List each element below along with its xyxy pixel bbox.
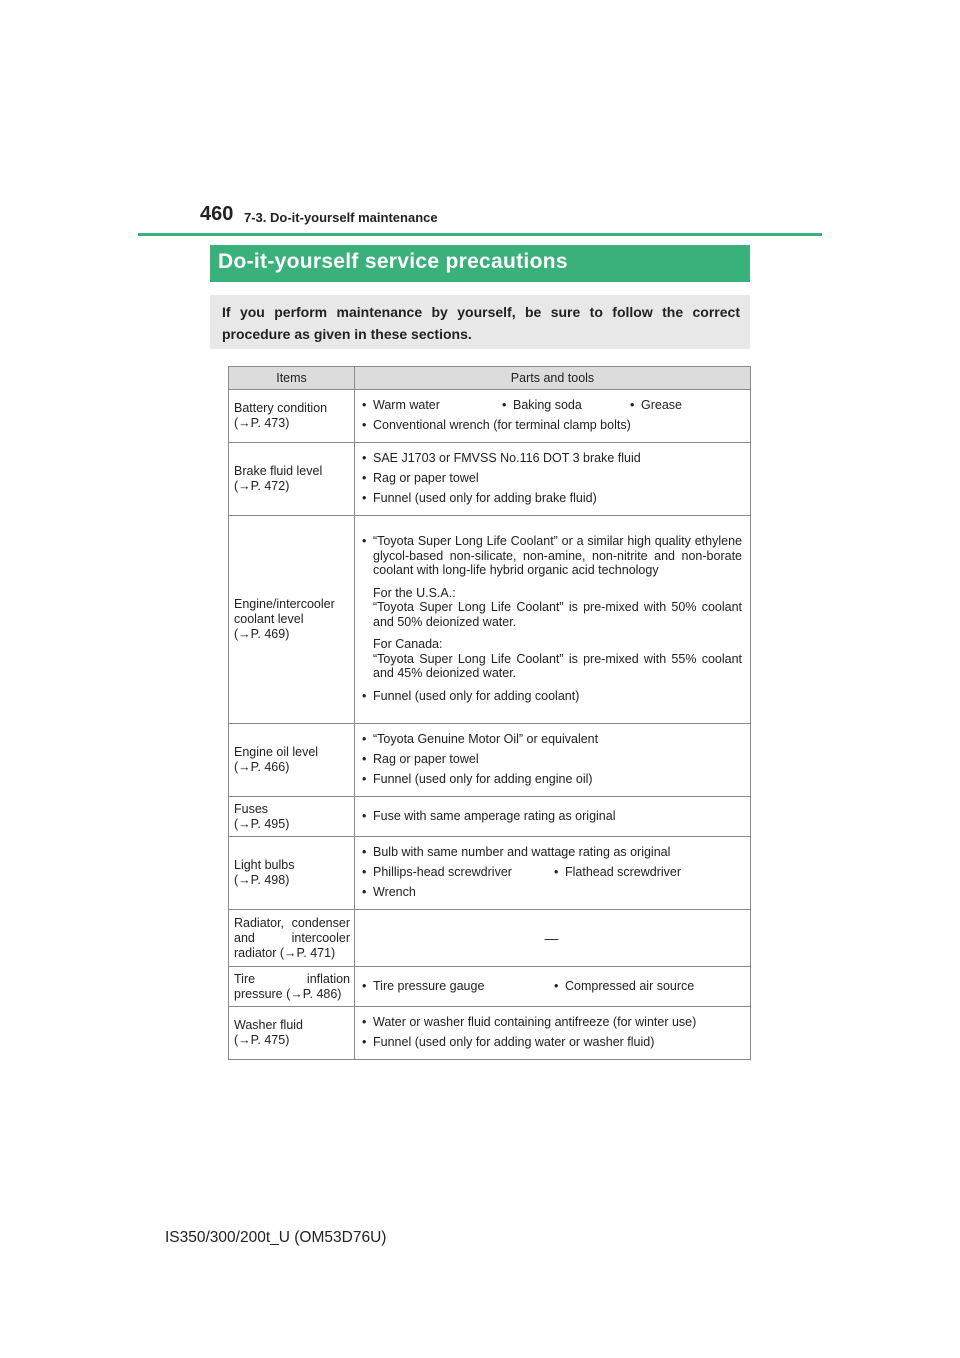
- parts-cell: [355, 724, 751, 797]
- table-header-row: [229, 367, 751, 390]
- section-label: 7-3. Do-it-yourself maintenance: [244, 210, 438, 225]
- table-row: [229, 443, 751, 516]
- table-row: [229, 1007, 751, 1060]
- coolant-note-usa: [361, 586, 742, 630]
- part-item: • SAE J1703 or FMVSS No.116 DOT 3 brake fluid: [361, 451, 742, 466]
- item-name: Brake fluid level: [234, 464, 323, 478]
- item-name: Engine oil level: [234, 745, 319, 759]
- intro-text: If you perform maintenance by yourself, be sure to follow the correct procedure as given in these sections.: [210, 295, 750, 349]
- page-number: 460: [200, 203, 234, 225]
- item-name: Light bulbs: [234, 858, 295, 872]
- part-item: • Phillips-head screwdriver: [361, 865, 553, 880]
- item-cell: [229, 910, 355, 967]
- item-cell: [229, 837, 355, 910]
- item-name: Battery condition: [234, 401, 328, 415]
- table-row: [229, 910, 751, 967]
- item-name: Fuses: [234, 801, 269, 816]
- part-item: • Compressed air source: [553, 979, 694, 994]
- note-label: For Canada:: [373, 637, 443, 652]
- item-cell: [229, 516, 355, 724]
- part-item: • Funnel (used only for adding coolant): [361, 689, 742, 704]
- item-cell: [229, 967, 355, 1007]
- parts-cell: [355, 390, 751, 443]
- table-row: [229, 837, 751, 910]
- coolant-note-canada: [361, 637, 742, 681]
- page-ref: (→P. 495): [234, 816, 290, 831]
- service-table: [228, 366, 751, 1060]
- page-ref: (→P. 498): [234, 873, 290, 887]
- item-name: Washer fluid: [234, 1018, 304, 1032]
- table-row: [229, 967, 751, 1007]
- item-cell: [229, 1007, 355, 1060]
- part-item: • Grease: [629, 398, 682, 413]
- section-title: Do-it-yourself service precautions: [210, 245, 750, 282]
- item-name: Tire inflation pressure (→P. 486): [234, 971, 350, 1001]
- part-item: • Bulb with same number and wattage rating as original: [361, 845, 742, 860]
- header-items: Items: [229, 367, 355, 390]
- part-item: • Funnel (used only for adding engine oil): [361, 772, 742, 787]
- page-ref: (→P. 469): [234, 627, 290, 641]
- table-row: [229, 797, 751, 837]
- parts-cell: [355, 1007, 751, 1060]
- page-ref: (→P. 466): [234, 760, 290, 774]
- parts-cell: [355, 967, 751, 1007]
- part-item: • Tire pressure gauge: [361, 979, 553, 994]
- part-item: • Funnel (used only for adding water or washer fluid): [361, 1035, 742, 1050]
- part-item: • Conventional wrench (for terminal clamp bolts): [361, 418, 742, 433]
- note-text: “Toyota Super Long Life Coolant” is pre-mixed with 55% coolant and 45% deionized water.: [373, 651, 742, 681]
- part-item: • Rag or paper towel: [361, 471, 742, 486]
- item-name: Radiator, condenser and intercooler radiator (→P. 471): [234, 915, 350, 960]
- table-row: [229, 724, 751, 797]
- item-cell: [229, 390, 355, 443]
- part-item: • “Toyota Super Long Life Coolant” or a similar high quality ethylene glycol-based non-silicate, non-amine, non-nitrite and non-borate coolant with long-life hybrid organic acid technology: [361, 534, 742, 578]
- header-divider: [138, 233, 822, 236]
- note-text: “Toyota Super Long Life Coolant” is pre-mixed with 50% coolant and 50% deionized water.: [373, 600, 742, 629]
- parts-cell: [355, 837, 751, 910]
- part-item: • Funnel (used only for adding brake fluid): [361, 491, 742, 506]
- parts-cell: [355, 797, 751, 837]
- item-cell: [229, 443, 355, 516]
- item-name: Engine/intercooler coolant level: [234, 597, 335, 626]
- page-ref: (→P. 475): [234, 1033, 290, 1047]
- page-ref: (→P. 472): [234, 479, 290, 493]
- parts-cell: [355, 443, 751, 516]
- header-parts-and-tools: Parts and tools: [355, 367, 751, 390]
- part-item: • Water or washer fluid containing antifreeze (for winter use): [361, 1015, 742, 1030]
- parts-cell: [355, 516, 751, 724]
- note-label: For the U.S.A.:: [373, 585, 456, 600]
- part-item: • Baking soda: [501, 398, 629, 413]
- part-item: • Fuse with same amperage rating as original: [361, 809, 742, 824]
- part-item: • Rag or paper towel: [361, 752, 742, 767]
- part-item: • Wrench: [361, 885, 742, 900]
- footer-model-code: IS350/300/200t_U (OM53D76U): [165, 1229, 387, 1246]
- table-row: [229, 390, 751, 443]
- no-parts-dash: —: [544, 929, 559, 946]
- part-item: • Warm water: [361, 398, 501, 413]
- table-row: [229, 516, 751, 724]
- part-item: • Flathead screwdriver: [553, 865, 681, 880]
- item-cell: [229, 724, 355, 797]
- item-cell: [229, 797, 355, 837]
- page-ref: (→P. 473): [234, 416, 290, 430]
- parts-cell: [355, 910, 751, 967]
- part-item: • “Toyota Genuine Motor Oil” or equivalent: [361, 732, 742, 747]
